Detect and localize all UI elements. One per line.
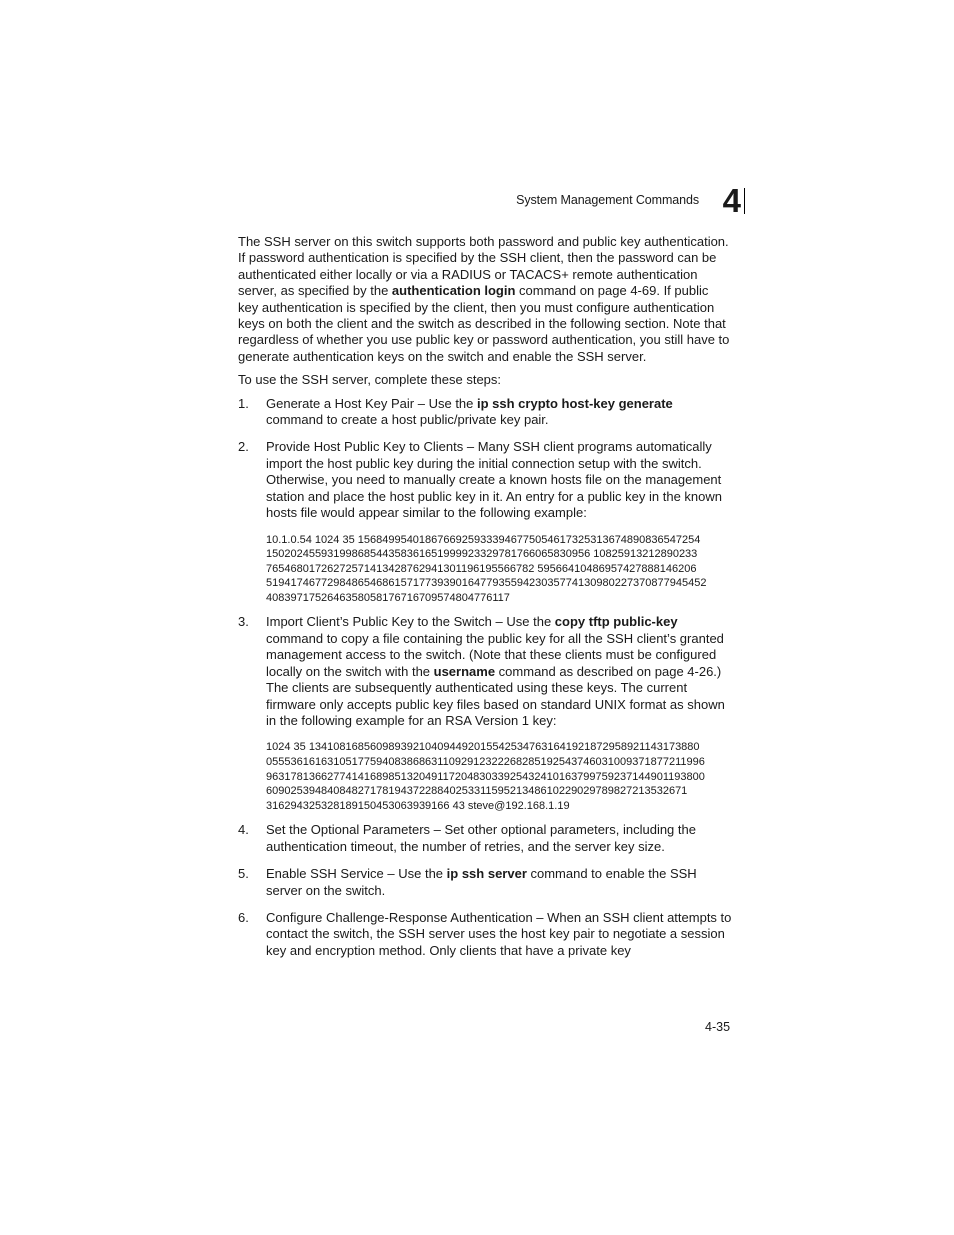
step-6 [238,910,732,959]
rsa-key-example [266,740,732,813]
step-command-username: username [433,663,496,679]
intro-paragraph [238,234,732,365]
chapter-rule [744,188,745,214]
step-text: command to copy a file containing the public key for all the SSH client’s granted management access to the switch. (Note that these clients must be configured locally on the switch with the [266,630,724,679]
example-line: 055536161631051775940838686311092912322268285192543746031009371877211996 [266,755,705,768]
intro-text-2: command on page 4-69. If public key authentication is specified by the client, then you must configure authentication keys on both the client and the switch as described in the following section. Note that regardless of whether you use public key or password authentication, you still have to generate authentication keys on the switch and enable the SSH server. [238,283,730,364]
intro-command-authentication-login: authentication login [391,283,516,299]
step-1 [238,396,732,429]
running-header [400,182,745,219]
step-number: 5. [238,866,249,882]
example-line: 15020245593199868544358361651999923329781766065830956 10825913212890233 [266,548,698,561]
step-text: command as described on page 4-26.) The clients are subsequently authenticated using these keys. The current firmware only accepts public key files based on standard UNIX format as shown in the following example for an RSA Version 1 key: [266,663,725,728]
step-number: 3. [238,614,249,630]
step-number: 6. [238,909,249,925]
step-text: Configure Challenge-Response Authentication – When an SSH client attempts to contact the switch, the SSH server uses the host key pair to negotiate a session key and encryption method. Only clients that have a private key [266,909,732,958]
step-3 [238,614,732,729]
example-line: 963178136627741416898513204911720483033925432410163799759237144901193800 [266,770,705,783]
step-text: command to enable the SSH server on the switch. [266,866,697,898]
steps-intro: To use the SSH server, complete these steps: [238,372,502,388]
page-body [238,234,732,970]
step-text: Enable SSH Service – Use the [266,866,447,882]
step-number: 1. [238,395,249,411]
example-line: 519417467729848654686157177393901647793559423035774130980227370877945452 [266,577,707,590]
known-hosts-example [266,533,732,606]
running-header-title: System Management Commands [516,193,699,207]
step-text: command to create a host public/private key pair. [266,412,549,428]
step-command: copy tftp public-key [554,614,678,630]
step-command: ip ssh crypto host-key generate [477,395,673,411]
step-text: Set the Optional Parameters – Set other optional parameters, including the authentication timeout, the number of retries, and the server key size. [266,822,696,854]
step-command: ip ssh server [446,866,527,882]
example-line: 609025394840848271781943722884025331159521348610229029789827213532671 [266,785,688,798]
step-text: Import Client’s Public Key to the Switch – Use the [266,614,555,630]
chapter-number: 4 [722,182,741,219]
step-5 [238,866,732,899]
example-line: 1024 35 1341081685609893921040944920155425347631641921872958921143173880 [266,741,700,754]
page-number: 4-35 [705,1020,731,1034]
step-4 [238,822,732,855]
step-number: 2. [238,439,249,455]
step-number: 4. [238,822,249,838]
step-2 [238,439,732,521]
step-text: Provide Host Public Key to Clients – Many SSH client programs automatically import the host public key during the initial connection setup with the switch. Otherwise, you need to manually create a known hosts file on the management station and place the host public key in it. An entry for a public key in the known hosts file would appear similar to the following example: [266,439,722,521]
example-line: 76546801726272571413428762941301196195566782 59566410486957427888146206 [266,562,697,575]
example-line: 316294325328189150453063939166 43 steve@192.168.1.19 [266,799,570,812]
example-line: 4083971752646358058176716709574804776117 [266,591,510,604]
intro-text-1: The SSH server on this switch supports both password and public key authentication. If password authentication is specified by the SSH client, then the password can be authenticated either locally or via a RADIUS or TACACS+ remote authentication server, as specified by the [238,234,729,299]
example-line: 10.1.0.54 1024 35 15684995401867669259333946775054617325313674890836547254 [266,533,701,546]
step-text: Generate a Host Key Pair – Use the [266,395,477,411]
